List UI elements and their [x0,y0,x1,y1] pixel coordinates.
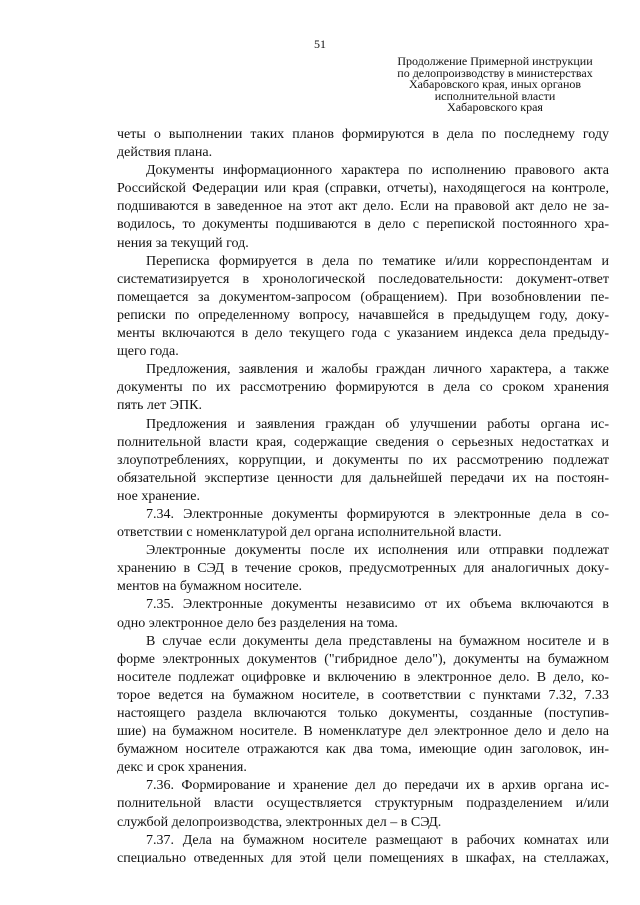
paragraph [117,633,609,778]
text-line: водилось, то документы подшиваются в дело с перепиской постоянного хра- [117,217,609,233]
paragraph [117,596,609,632]
text-line: 7.36. Формирование и хранение дел до передачи их в архив органа ис- [146,778,609,794]
text-line: систематизируется в хронологической последовательности: документ-ответ [117,271,609,287]
text-line: документы по их рассмотрению формируются в дела со сроком хранения [117,380,609,396]
text-line: подшиваются в заведенное на этот акт дело. Если на правовой акт дело не за- [117,199,609,215]
text-line: носителе подлежат оцифровке и включению в электронное дело. В дело, ко- [117,669,609,685]
header-note-line: Хабаровского края, иных органов [408,77,582,92]
text-line: 7.34. Электронные документы формируются в электронные дела в со- [146,506,609,522]
text-line: специально отведенных для этой цели помещениях в шкафах, на стеллажах, [117,850,609,866]
paragraph [117,777,609,831]
header-note [360,56,630,114]
text-line: Переписка формируется в дела по тематике и/или корреспондентам и [146,253,609,269]
text-line: реписки по определенному вопросу, начавшейся в предыдущем году, доку- [117,307,609,323]
text-line: ментов на бумажном носителе. [117,579,303,595]
text-line: Российской Федерации или края (справки, отчеты), находящегося на контроле, [117,181,609,197]
paragraph [117,832,609,868]
paragraph [117,542,609,596]
text-line: ное хранение. [117,488,200,504]
paragraph [117,126,609,162]
text-line: Предложения, заявления и жалобы граждан личного характера, а также [146,362,609,378]
body-text [117,126,609,868]
paragraph [117,361,609,415]
text-line: В случае если документы дела представлены на бумажном носителе и в [146,633,609,649]
text-line: щего года. [117,344,179,360]
text-line: Электронные документы после их исполнения или отправки подлежат [146,543,609,559]
text-line: Документы информационного характера по исполнению правового акта [146,163,609,179]
header-note-line: исполнительной власти [434,88,556,103]
text-line: полнительной власти края, содержащие сведения о серьезных недостатках и [117,434,609,450]
text-line: 7.35. Электронные документы независимо от их объема включаются в [146,597,609,613]
text-line: нения за текущий год. [117,235,249,251]
text-line: хранению в СЭД в течение сроков, предусмотренных для аналогичных доку- [117,561,609,577]
paragraph [117,162,609,252]
text-line: помещается за документом-запросом (обращением). При возобновлении пе- [117,289,609,305]
text-line: ответствии с номенклатурой дел органа исполнительной власти. [117,525,502,541]
text-line: четы о выполнении таких планов формируются в дела по последнему году [117,127,609,142]
paragraph [117,416,609,506]
text-line: Предложения и заявления граждан об улучшении работы органа ис- [146,416,609,432]
text-line: злоупотреблениях, коррупции, и документы по их рассмотрению подлежат [117,452,609,468]
text-line: форме электронных документов ("гибридное дело"), документы на бумажном [117,651,609,667]
text-line: шие) на бумажном носителе. В номенклатуре дел электронное дело и дело на [117,724,609,740]
paragraph [117,253,609,362]
text-line: декс и срок хранения. [117,760,247,776]
header-note-line: Продолжение Примерной инструкции [397,54,593,68]
text-line: пять лет ЭПК. [117,398,202,414]
text-line: службой делопроизводства, электронных дел – в СЭД. [117,814,442,830]
text-line: 7.37. Дела на бумажном носителе размещают в рабочих комнатах или [146,832,609,848]
header-note-line: по делопроизводству в министерствах [397,65,593,80]
page-number: 51 [314,37,326,51]
text-line: менты включаются в дело текущего года с указанием индекса дела предыду- [117,326,609,342]
text-line: обязательной экспертизе ценности для дальнейшей передачи их на постоян- [117,470,609,486]
text-line: действия плана. [117,145,213,161]
text-line: бумажном носителе отражаются как два тома, имеющие один заголовок, ин- [117,742,609,758]
paragraph [117,506,609,542]
text-line: торое ведется на бумажном носителе, в соответствии с пунктами 7.32, 7.33 [117,687,609,703]
text-line: полнительной власти осуществляется структурным подразделением и/или [117,796,609,812]
text-line: одно электронное дело без разделения на тома. [117,615,398,631]
header-note-line: Хабаровского края [447,100,543,115]
text-line: настоящего раздела включаются только документы, созданные (поступив- [117,706,609,721]
